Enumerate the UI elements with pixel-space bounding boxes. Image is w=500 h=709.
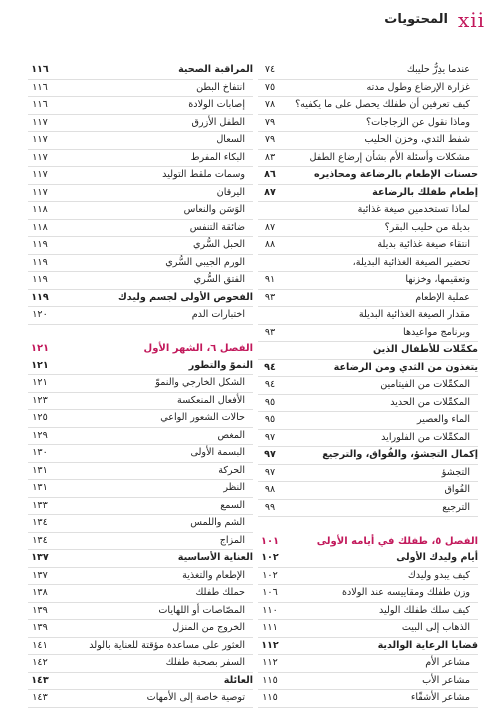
toc-entry[interactable]	[258, 325, 478, 343]
entry-title: السمع	[220, 499, 245, 511]
toc-entry[interactable]	[28, 655, 253, 673]
toc-entry[interactable]	[28, 445, 253, 463]
entry-page-number: ٨٦	[264, 169, 276, 180]
toc-entry[interactable]	[258, 377, 478, 395]
entry-title: العناية الأساسية	[177, 552, 253, 563]
entry-page-number: ١٤٣	[32, 692, 48, 703]
toc-column-right	[258, 62, 478, 708]
entry-page-number: ١٢٠	[32, 309, 48, 320]
section-heading-entry[interactable]	[28, 550, 253, 568]
entry-title: غزارة الإرضاع وطول مدته	[366, 81, 470, 93]
entry-title: الماء والعصير	[417, 414, 470, 425]
entry-page-number: ١١٨	[32, 221, 48, 233]
entry-title: بديلة من حليب البقر؟	[384, 221, 470, 233]
toc-entry[interactable]	[258, 690, 478, 708]
chapter-heading[interactable]	[28, 341, 253, 358]
entry-title: البسمة الأولى	[190, 447, 245, 458]
toc-entry[interactable]	[28, 585, 253, 603]
toc-entry[interactable]	[258, 585, 478, 603]
entry-page-number: ١٠٢	[261, 552, 279, 563]
toc-entry[interactable]	[28, 375, 253, 393]
toc-entry[interactable]	[28, 255, 253, 273]
toc-entry[interactable]	[28, 97, 253, 115]
toc-entry[interactable]	[28, 202, 253, 220]
entry-title: مشاعر الأب	[422, 674, 470, 686]
entry-page-number: ١٣٧	[32, 569, 48, 581]
entry-page-number: ١٣١	[32, 464, 48, 476]
entry-title: قضايا الرعاية الوالدية	[377, 639, 478, 651]
entry-title: الذهاب إلى البيت	[401, 622, 470, 633]
entry-title: وماذا نقول عن الزجاجات؟	[366, 116, 470, 128]
section-heading-entry[interactable]	[258, 447, 478, 465]
toc-entry[interactable]	[258, 673, 478, 691]
entry-title: المراقبة الصحية	[178, 64, 253, 75]
toc-entry[interactable]	[258, 395, 478, 413]
toc-entry[interactable]	[28, 393, 253, 411]
entry-page-number: ١٣٤	[32, 517, 48, 528]
entry-title: حسنات الإطعام بالرضاعة ومحاذيره	[314, 169, 478, 180]
toc-entry[interactable]	[258, 80, 478, 98]
entry-title: تحضير الصيغة الغذائية البديلة،	[352, 256, 470, 268]
entry-page-number: ١١٧	[32, 151, 48, 163]
entry-title: وزن طفلك ومقاييسه عند الولادة	[341, 587, 470, 598]
toc-entry[interactable]	[258, 620, 478, 638]
entry-title: كيف يبدو وليدك	[407, 569, 470, 581]
entry-page-number: ٩٤	[264, 361, 276, 373]
toc-entry[interactable]	[28, 498, 253, 516]
entry-page-number: ١٠٦	[262, 587, 278, 598]
toc-entry[interactable]	[258, 290, 478, 308]
entry-page-number: ٩٨	[264, 484, 276, 495]
entry-page-number: ١١٥	[262, 692, 278, 703]
entry-title: انتفاخ البطن	[196, 81, 245, 93]
toc-entry[interactable]	[258, 237, 478, 255]
spacer	[258, 517, 478, 534]
entry-page-number: ٩٤	[264, 379, 276, 390]
entry-page-number: ١١٧	[32, 116, 48, 128]
entry-page-number: ٩٧	[264, 466, 276, 478]
toc-entry[interactable]	[258, 220, 478, 238]
entry-page-number: ١١٦	[32, 99, 48, 110]
toc-entry[interactable]	[28, 185, 253, 203]
toc-entry[interactable]	[258, 62, 478, 80]
entry-title: النظر	[223, 482, 245, 493]
toc-entry[interactable]	[28, 533, 253, 551]
entry-title: الحركة	[218, 464, 245, 476]
toc-entry[interactable]	[258, 603, 478, 621]
entry-title: لماذا تستخدمين صيغة غذائية	[357, 204, 470, 215]
toc-entry[interactable]	[258, 255, 478, 273]
section-heading-entry[interactable]	[258, 342, 478, 360]
entry-page-number: ١١٩	[32, 274, 48, 285]
toc-entry[interactable]	[28, 237, 253, 255]
entry-page-number: ٩٧	[264, 431, 276, 443]
toc-entry[interactable]	[28, 307, 253, 325]
entry-title: عملية الإطعام	[415, 291, 470, 303]
toc-entry[interactable]	[258, 482, 478, 500]
entry-page-number: ٧٤	[264, 64, 276, 75]
entry-title: الطفل الأزرق	[191, 116, 245, 128]
entry-page-number: ١١٩	[31, 291, 49, 303]
entry-page-number: ٩٥	[264, 396, 276, 408]
entry-title: وتعقيمها، وخزنها	[405, 274, 470, 285]
section-heading-entry[interactable]	[258, 167, 478, 185]
entry-page-number: ١٣٤	[32, 534, 48, 546]
entry-title: الأفعال المنعكسة	[177, 394, 245, 406]
entry-page-number: ١٣٨	[32, 587, 48, 598]
entry-title: الورم الجيبي السُّري	[165, 256, 245, 268]
section-heading-entry[interactable]	[28, 62, 253, 80]
spacer	[28, 325, 253, 342]
toc-entry[interactable]	[258, 202, 478, 220]
toc-entry[interactable]	[28, 132, 253, 150]
entry-title: العائلة	[223, 674, 253, 686]
entry-page-number: ١١٧	[32, 186, 48, 198]
toc-entry[interactable]	[28, 690, 253, 708]
entry-title: مكمِّلات للأطفال الذين	[373, 344, 478, 355]
toc-entry[interactable]	[28, 272, 253, 290]
toc-entry[interactable]	[258, 307, 478, 325]
entry-page-number: ١١٧	[32, 134, 48, 145]
entry-page-number: ٩٥	[264, 414, 276, 425]
toc-entry[interactable]	[28, 603, 253, 621]
entry-page-number: ٩١	[264, 274, 276, 285]
entry-title: السعال	[216, 134, 245, 145]
entry-title: المصّاصات أو اللهايات	[158, 604, 245, 616]
entry-page-number: ١٤٢	[32, 657, 48, 668]
entry-title: الفصل ٥، طفلك في أيامه الأولى	[316, 535, 478, 547]
entry-title: الترجيع	[442, 501, 470, 513]
entry-title: الفُواق	[444, 484, 470, 495]
entry-title: توصية خاصة إلى الأمهات	[146, 692, 245, 703]
entry-title: مقدار الصيغة الغذائية البديلة	[358, 309, 470, 320]
entry-title: البكاء المفرط	[190, 151, 245, 163]
entry-title: المكمِّلات من الحديد	[390, 396, 470, 408]
entry-title: حملك طفلك	[195, 587, 245, 598]
section-heading-entry[interactable]	[258, 550, 478, 568]
toc-entry[interactable]	[258, 115, 478, 133]
entry-title: شفط الثدي، وخزن الحليب	[364, 134, 470, 145]
entry-page-number: ٩٩	[264, 501, 276, 513]
entry-title: الشم واللمس	[190, 517, 245, 528]
entry-page-number: ١١٩	[32, 239, 48, 250]
entry-page-number: ٧٩	[264, 116, 276, 128]
entry-title: المكمِّلات من الفلورايد	[381, 431, 470, 443]
toc-entry[interactable]	[28, 480, 253, 498]
entry-page-number: ١٣٧	[31, 552, 49, 563]
entry-page-number: ١٣٣	[32, 499, 48, 511]
entry-title: الشكل الخارجي والنموّ	[155, 377, 245, 388]
entry-page-number: ٩٣	[264, 326, 276, 338]
section-heading-entry[interactable]	[28, 290, 253, 308]
entry-title: أيام وليدك الأولى	[396, 552, 478, 563]
toc-entry[interactable]	[258, 97, 478, 115]
entry-page-number: ١١٦	[31, 64, 49, 75]
entry-title: إكمال التجشؤ، والفُواق، والترجيع	[322, 449, 478, 460]
entry-title: الخروج من المنزل	[172, 622, 245, 633]
section-heading-entry[interactable]	[28, 358, 253, 376]
entry-page-number: ١١٩	[32, 256, 48, 268]
entry-title: مشاعر الأشقّاء	[410, 692, 470, 703]
toc-entry[interactable]	[258, 150, 478, 168]
toc-entry[interactable]	[28, 620, 253, 638]
entry-page-number: ١٢١	[32, 377, 48, 388]
toc-entry[interactable]	[258, 465, 478, 483]
toc-entry[interactable]	[28, 167, 253, 185]
entry-page-number: ١١٨	[32, 204, 48, 215]
toc-entry[interactable]	[28, 463, 253, 481]
toc-entry[interactable]	[28, 410, 253, 428]
entry-title: النموّ والتطور	[188, 359, 253, 371]
entry-title: مشكلات وأسئلة الأم بشأن إرضاع الطفل	[309, 151, 470, 163]
entry-page-number: ١١١	[262, 622, 278, 633]
entry-title: إصابات الولادة	[188, 99, 245, 110]
entry-title: المغص	[217, 429, 245, 441]
entry-page-number: ١١٦	[32, 81, 48, 93]
entry-title: يتغذون من الثدي ومن الرضاعة	[333, 361, 478, 373]
entry-title: وسمات ملقط التوليد	[162, 169, 245, 180]
entry-title: وبرنامج مواعيدها	[403, 326, 470, 338]
toc-entry[interactable]	[28, 150, 253, 168]
section-heading-entry[interactable]	[258, 360, 478, 378]
entry-page-number: ١١٠	[262, 604, 278, 616]
toc-entry[interactable]	[258, 500, 478, 518]
section-heading-entry[interactable]	[28, 673, 253, 691]
entry-title: الفصل ٦، الشهر الأول	[143, 343, 253, 354]
toc-column-left	[28, 62, 253, 708]
entry-page-number: ١١٥	[262, 674, 278, 686]
entry-title: ضائقة التنفس	[189, 221, 245, 233]
entry-page-number: ١٢٥	[32, 412, 48, 423]
entry-title: كيف تعرفين أن طفلك يحصل على ما يكفيه؟	[295, 99, 470, 110]
entry-page-number: ٨٣	[264, 151, 276, 163]
entry-title: التجشؤ	[441, 466, 470, 478]
entry-page-number: ١٣٩	[32, 622, 48, 633]
entry-title: كيف سلك طفلك الوليد	[379, 604, 470, 616]
toc-entry[interactable]	[28, 80, 253, 98]
entry-title: الإطعام والتغذية	[182, 569, 245, 581]
toc-entry[interactable]	[258, 272, 478, 290]
entry-title: انتقاء صيغة غذائية بديلة	[377, 239, 470, 250]
entry-page-number: ١٠٢	[262, 569, 278, 581]
entry-page-number: ٩٣	[264, 291, 276, 303]
toc-entry[interactable]	[258, 655, 478, 673]
entry-page-number: ١١٧	[32, 169, 48, 180]
toc-entry[interactable]	[258, 412, 478, 430]
section-heading-entry[interactable]	[258, 185, 478, 203]
entry-title: حالات الشعور الواعي	[160, 412, 245, 423]
toc-entry[interactable]	[258, 430, 478, 448]
toc-entry[interactable]	[258, 568, 478, 586]
toc-entry[interactable]	[258, 132, 478, 150]
section-heading-entry[interactable]	[258, 638, 478, 656]
entry-page-number: ١٠١	[260, 535, 280, 547]
entry-title: الحبل السُّري	[193, 239, 245, 250]
toc-entry[interactable]	[28, 115, 253, 133]
entry-page-number: ٨٧	[264, 186, 276, 198]
entry-page-number: ١٣٩	[32, 604, 48, 616]
entry-title: إطعام طفلك بالرضاعة	[372, 186, 478, 198]
entry-title: السفر بصحبة طفلك	[165, 657, 245, 668]
entry-page-number: ١١٢	[261, 639, 279, 651]
entry-title: المكمِّلات من الفيتامين	[380, 379, 470, 390]
entry-page-number: ١١٢	[262, 657, 278, 668]
entry-page-number: ١٢٩	[32, 429, 48, 441]
toc-entry[interactable]	[28, 568, 253, 586]
entry-page-number: ٧٥	[264, 81, 276, 93]
chapter-heading[interactable]	[258, 534, 478, 551]
toc-entry[interactable]	[28, 638, 253, 656]
entry-page-number: ٩٧	[264, 449, 276, 460]
page-header	[0, 0, 500, 40]
page-title: المحتويات	[384, 12, 448, 27]
entry-title: اختبارات الدم	[191, 309, 245, 320]
entry-page-number: ١٣١	[32, 482, 48, 493]
entry-title: العثور على مساعدة مؤقتة للعناية بالولد	[89, 639, 245, 651]
toc-entry[interactable]	[28, 220, 253, 238]
entry-title: المزاج	[219, 534, 245, 546]
entry-page-number: ١٤١	[32, 639, 48, 651]
entry-title: الفتق السُّري	[193, 274, 245, 285]
entry-title: الفحوص الأولى لجسم وليدك	[118, 291, 253, 303]
entry-title: مشاعر الأم	[425, 657, 470, 668]
toc-entry[interactable]	[28, 428, 253, 446]
toc-entry[interactable]	[28, 515, 253, 533]
entry-page-number: ١٢٣	[32, 394, 48, 406]
entry-title: اليرقان	[216, 186, 245, 198]
entry-title: الوَسَن والنعاس	[183, 204, 245, 215]
page-number: xii	[458, 8, 486, 32]
entry-page-number: ١٤٣	[31, 674, 49, 686]
entry-page-number: ١٣٠	[32, 447, 48, 458]
entry-title: عندما يدِرُّ حليبك	[406, 64, 470, 75]
entry-page-number: ٨٨	[264, 239, 276, 250]
entry-page-number: ٧٨	[264, 99, 276, 110]
entry-page-number: ٨٧	[264, 221, 276, 233]
entry-page-number: ١٢١	[30, 343, 50, 354]
entry-page-number: ٧٩	[264, 134, 276, 145]
entry-page-number: ١٢١	[31, 359, 49, 371]
